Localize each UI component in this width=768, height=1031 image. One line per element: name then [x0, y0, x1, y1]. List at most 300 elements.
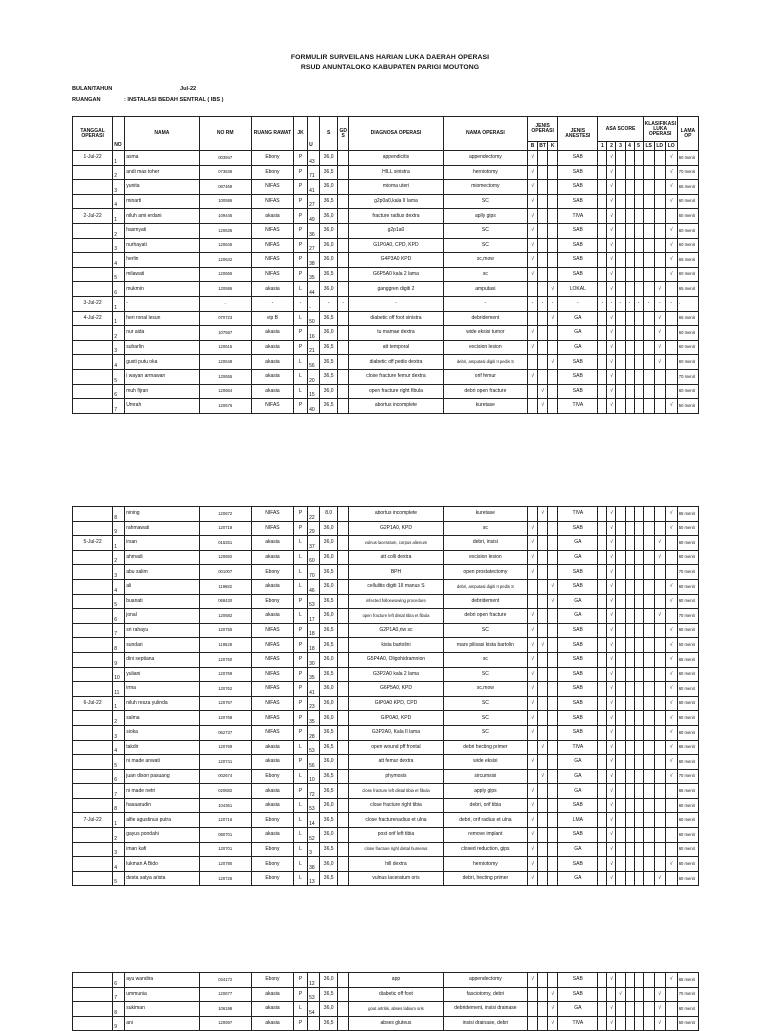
- cell-jenis-operasi: [538, 682, 548, 697]
- cell-asa: [598, 828, 607, 843]
- cell-gds: [338, 209, 349, 224]
- cell-asa: [634, 326, 643, 341]
- cell-jenis-operasi: -: [528, 296, 538, 311]
- cell-klasifikasi: √: [654, 326, 665, 341]
- cell-diagnosa: G6P5A0 kala 2 lama: [349, 267, 443, 282]
- cell-diagnosa: diabetic off foot sinistra: [349, 311, 443, 326]
- cell-suhu: 36,5: [320, 311, 338, 326]
- cell-klasifikasi: [654, 857, 665, 872]
- cell-date: [73, 521, 113, 536]
- cell-jenis-operasi: √: [528, 857, 538, 872]
- cell-umur: -: [308, 296, 320, 311]
- cell-diagnosa: abortus incomplete: [349, 507, 443, 522]
- table-row: [73, 536, 699, 551]
- cell-no: 8: [113, 1002, 125, 1017]
- cell-no-rm: 003947: [199, 151, 251, 166]
- cell-lo: √: [665, 253, 677, 268]
- cell-jenis-anestesi: SAB: [558, 725, 598, 740]
- cell-asa: [616, 784, 625, 799]
- cell-nama-operasi: sc: [443, 267, 527, 282]
- header-jo-bt: BT: [539, 142, 546, 149]
- cell-no-rm: 070723: [199, 311, 251, 326]
- cell-gds: [338, 369, 349, 384]
- table-row: [73, 326, 699, 341]
- cell-jenis-operasi: [538, 209, 548, 224]
- cell-jenis-anestesi: SAB: [558, 857, 598, 872]
- cell-diagnosa: G6P5A0, KPD: [349, 682, 443, 697]
- cell-jenis-operasi: [538, 696, 548, 711]
- cell-klasifikasi: [654, 755, 665, 770]
- cell-klasifikasi: [643, 973, 654, 988]
- cell-jenis-operasi: [538, 311, 548, 326]
- cell-klasifikasi: [643, 550, 654, 565]
- cell-klasifikasi: -: [654, 296, 665, 311]
- cell-umur: 53: [308, 740, 320, 755]
- cell-umur: 18: [308, 638, 320, 653]
- cell-umur: 53: [308, 594, 320, 609]
- cell-nama: ni made anwati: [125, 755, 199, 770]
- cell-asa: √: [607, 267, 616, 282]
- cell-nama: i wayan armawan: [125, 369, 199, 384]
- cell-no: 3: [113, 238, 125, 253]
- cell-diagnosa: G3P2A0 kala 2 lama: [349, 667, 443, 682]
- cell-jenis-operasi: √: [528, 623, 538, 638]
- cell-jenis-operasi: √: [538, 507, 548, 522]
- cell-jenis-operasi: √: [528, 165, 538, 180]
- cell-klasifikasi: [643, 507, 654, 522]
- cell-nama: suharlin: [125, 340, 199, 355]
- cell-date: [73, 769, 113, 784]
- cell-diagnosa: appendicitis: [349, 151, 443, 166]
- cell-klasifikasi: [643, 652, 654, 667]
- cell-jenis-operasi: √: [548, 355, 558, 370]
- cell-gds: [338, 550, 349, 565]
- cell-asa: √: [607, 798, 616, 813]
- cell-gds: [338, 565, 349, 580]
- cell-date: [73, 871, 113, 886]
- cell-jenis-operasi: [538, 652, 548, 667]
- cell-no-rm: 120677: [199, 987, 251, 1002]
- cell-nama-operasi: fasciotomy, debri: [443, 987, 527, 1002]
- cell-jenis-anestesi: GA: [558, 609, 598, 624]
- cell-asa: [625, 682, 634, 697]
- cell-jk: P: [294, 340, 308, 355]
- cell-jenis-operasi: √: [528, 267, 538, 282]
- cell-umur: 12: [308, 973, 320, 988]
- cell-no-rm: 080701: [199, 828, 251, 843]
- cell-asa: √: [607, 828, 616, 843]
- cell-asa: [616, 507, 625, 522]
- cell-klasifikasi: [654, 384, 665, 399]
- cell-jenis-operasi: [548, 973, 558, 988]
- cell-ruang-rawat: NIFAS: [251, 696, 293, 711]
- cell-jenis-operasi: √: [528, 842, 538, 857]
- cell-date: [73, 326, 113, 341]
- cell-gds: [338, 282, 349, 297]
- cell-asa: [616, 1002, 625, 1017]
- cell-asa: √: [607, 399, 616, 414]
- cell-jenis-operasi: [548, 536, 558, 551]
- cell-asa: [625, 238, 634, 253]
- cell-asa: [634, 267, 643, 282]
- cell-asa: [598, 784, 607, 799]
- cell-jenis-anestesi: TIVA: [558, 399, 598, 414]
- cell-no-rm: 120741: [199, 755, 251, 770]
- cell-asa: √: [607, 340, 616, 355]
- cell-lama-op: 60 menit: [677, 667, 698, 682]
- cell-ruang-rawat: NIFAS: [251, 711, 293, 726]
- period-label: BULAN/TAHUN: [72, 86, 113, 92]
- cell-jenis-operasi: [548, 725, 558, 740]
- cell-no-rm: 120767: [199, 696, 251, 711]
- cell-gds: [338, 326, 349, 341]
- cell-klasifikasi: [643, 165, 654, 180]
- header-klas-ld: LD: [654, 142, 665, 151]
- cell-umur: 54: [308, 1002, 320, 1017]
- cell-asa: [625, 536, 634, 551]
- cell-nama-operasi: SC: [443, 667, 527, 682]
- cell-klasifikasi: [643, 769, 654, 784]
- cell-asa: [625, 253, 634, 268]
- header-jk: JK: [294, 117, 308, 151]
- cell-jenis-anestesi: SAB: [558, 682, 598, 697]
- cell-jk: L: [294, 798, 308, 813]
- cell-klasifikasi: √: [654, 550, 665, 565]
- cell-klasifikasi: [654, 151, 665, 166]
- cell-asa: [625, 696, 634, 711]
- cell-no-rm: 120718: [199, 521, 251, 536]
- cell-gds: [338, 311, 349, 326]
- cell-asa: [598, 623, 607, 638]
- cell-asa: [616, 326, 625, 341]
- cell-ruang-rawat: NIFAS: [251, 725, 293, 740]
- cell-klasifikasi: [654, 253, 665, 268]
- cell-jenis-anestesi: GA: [558, 784, 598, 799]
- cell-lo: [665, 871, 677, 886]
- cell-suhu: 36,5: [320, 399, 338, 414]
- cell-asa: [634, 1002, 643, 1017]
- cell-nama-operasi: debridement: [443, 594, 527, 609]
- cell-umur: 27: [308, 238, 320, 253]
- cell-klasifikasi: [643, 536, 654, 551]
- cell-nama-operasi: sircumsisi: [443, 769, 527, 784]
- cell-jenis-operasi: [528, 987, 538, 1002]
- cell-suhu: 36,0: [320, 521, 338, 536]
- cell-nama-operasi: SC: [443, 223, 527, 238]
- cell-jenis-anestesi: SAB: [558, 223, 598, 238]
- cell-jenis-operasi: [538, 180, 548, 195]
- cell-jenis-operasi: [548, 711, 558, 726]
- cell-asa: [616, 623, 625, 638]
- table-row: [73, 725, 699, 740]
- cell-suhu: 36,5: [320, 1016, 338, 1031]
- header-jenis-operasi: JENIS OPERASI: [528, 117, 558, 142]
- cell-asa: [598, 696, 607, 711]
- cell-lama-op: 60 menit: [677, 267, 698, 282]
- cell-asa: [616, 842, 625, 857]
- cell-jenis-operasi: √: [548, 282, 558, 297]
- cell-diagnosa: kista bartolini: [349, 638, 443, 653]
- cell-lo: [665, 326, 677, 341]
- room-value: : INSTALASI BEDAH SENTRAL ( IBS ): [124, 97, 224, 103]
- cell-nama: desta satya arista: [125, 871, 199, 886]
- cell-jk: L: [294, 550, 308, 565]
- cell-asa: [598, 267, 607, 282]
- cell-klasifikasi: [654, 842, 665, 857]
- header-nama: NAMA: [125, 117, 199, 151]
- cell-jenis-operasi: [538, 828, 548, 843]
- cell-ruang-rawat: akasia: [251, 784, 293, 799]
- cell-nama: hasaarudin: [125, 798, 199, 813]
- cell-jenis-operasi: -: [548, 296, 558, 311]
- cell-lo: √: [665, 667, 677, 682]
- cell-asa: [634, 857, 643, 872]
- cell-gds: [338, 223, 349, 238]
- cell-nama-operasi: SC: [443, 725, 527, 740]
- cell-lo: [665, 384, 677, 399]
- header-s: S: [320, 117, 338, 151]
- cell-date: [73, 238, 113, 253]
- cell-asa: [598, 725, 607, 740]
- header-jo-b: B: [528, 142, 538, 151]
- cell-gds: -: [338, 296, 349, 311]
- cell-lama-op: 60 menit: [677, 798, 698, 813]
- cell-jenis-operasi: [528, 1002, 538, 1017]
- cell-asa: [625, 857, 634, 872]
- header-ruang: RUANG RAWAT: [251, 117, 293, 151]
- cell-nama: juan dison pasuang: [125, 769, 199, 784]
- cell-nama: sukiman: [125, 1002, 199, 1017]
- cell-nama: muh fijran: [125, 384, 199, 399]
- cell-umur: 50: [308, 311, 320, 326]
- cell-jenis-operasi: √: [528, 326, 538, 341]
- cell-jenis-anestesi: TIVA: [558, 1016, 598, 1031]
- cell-lo: [665, 209, 677, 224]
- cell-nama: ali: [125, 579, 199, 594]
- table-row: [73, 609, 699, 624]
- cell-jenis-operasi: [538, 798, 548, 813]
- cell-jenis-anestesi: SAB: [558, 521, 598, 536]
- cell-nama-operasi: sc,mow: [443, 682, 527, 697]
- cell-asa: [598, 973, 607, 988]
- cell-jenis-operasi: [528, 384, 538, 399]
- cell-jenis-operasi: [548, 399, 558, 414]
- cell-lo: [665, 842, 677, 857]
- cell-diagnosa: cellulitis digiti 1II manus S: [349, 579, 443, 594]
- cell-gds: [338, 973, 349, 988]
- cell-no-rm: 034172: [199, 973, 251, 988]
- cell-date: [73, 609, 113, 624]
- cell-klasifikasi: [643, 813, 654, 828]
- table-row: [73, 769, 699, 784]
- cell-asa: [616, 521, 625, 536]
- cell-asa: √: [607, 740, 616, 755]
- cell-lo: √: [665, 223, 677, 238]
- cell-jenis-anestesi: SAB: [558, 565, 598, 580]
- cell-jenis-operasi: √: [528, 638, 538, 653]
- cell-suhu: 36,0: [320, 711, 338, 726]
- cell-diagnosa: att colli dextra: [349, 550, 443, 565]
- cell-jenis-operasi: [548, 755, 558, 770]
- cell-jenis-operasi: √: [528, 238, 538, 253]
- cell-nama: asma: [125, 151, 199, 166]
- cell-no-rm: 120672: [199, 507, 251, 522]
- cell-umur: 18: [308, 623, 320, 638]
- cell-no-rm: 120655: [199, 369, 251, 384]
- cell-diagnosa: close fracture right distal humerus: [349, 842, 443, 857]
- table-row: [73, 871, 699, 886]
- cell-no: 4: [113, 355, 125, 370]
- cell-jenis-operasi: [548, 784, 558, 799]
- cell-jenis-operasi: [528, 355, 538, 370]
- cell-jenis-anestesi: SAB: [558, 151, 598, 166]
- cell-asa: √: [607, 638, 616, 653]
- cell-gds: [338, 652, 349, 667]
- cell-jenis-operasi: [548, 165, 558, 180]
- cell-asa: [598, 565, 607, 580]
- cell-suhu: 36,0: [320, 973, 338, 988]
- cell-asa: [616, 267, 625, 282]
- cell-nama: yunita: [125, 180, 199, 195]
- cell-lama-op: 60 menit: [677, 842, 698, 857]
- cell-asa: [634, 609, 643, 624]
- cell-umur: 23: [308, 696, 320, 711]
- cell-jenis-anestesi: SAB: [558, 384, 598, 399]
- cell-ruang-rawat: akasia: [251, 1002, 293, 1017]
- cell-ruang-rawat: NIFAS: [251, 521, 293, 536]
- cell-no: 7: [113, 399, 125, 414]
- cell-no: 1: [113, 536, 125, 551]
- cell-suhu: 36,0: [320, 1002, 338, 1017]
- cell-lama-op: 60 menit: [677, 238, 698, 253]
- cell-suhu: 36,0: [320, 682, 338, 697]
- cell-asa: [625, 399, 634, 414]
- cell-lo: [665, 1002, 677, 1017]
- cell-asa: [616, 369, 625, 384]
- cell-asa: [598, 209, 607, 224]
- cell-asa: √: [607, 223, 616, 238]
- cell-date: [73, 711, 113, 726]
- cell-jenis-operasi: √: [528, 369, 538, 384]
- cell-jenis-operasi: [548, 384, 558, 399]
- cell-jk: P: [294, 1016, 308, 1031]
- cell-date: [73, 755, 113, 770]
- cell-lo: -: [665, 296, 677, 311]
- cell-asa: √: [607, 384, 616, 399]
- cell-suhu: 36,0: [320, 652, 338, 667]
- cell-no-rm: 120762: [199, 682, 251, 697]
- cell-date: [73, 725, 113, 740]
- cell-suhu: 36,0: [320, 282, 338, 297]
- cell-asa: √: [607, 326, 616, 341]
- cell-klasifikasi: [643, 667, 654, 682]
- cell-diagnosa: close fracture femur dextra: [349, 369, 443, 384]
- cell-jenis-operasi: [538, 223, 548, 238]
- cell-asa: [625, 326, 634, 341]
- cell-asa: [616, 682, 625, 697]
- cell-lo: √: [665, 769, 677, 784]
- cell-jenis-anestesi: SAB: [558, 623, 598, 638]
- cell-asa: [598, 798, 607, 813]
- cell-no: 8: [113, 638, 125, 653]
- cell-asa: [634, 209, 643, 224]
- cell-no-rm: 120595: [199, 282, 251, 297]
- cell-gds: [338, 623, 349, 638]
- cell-suhu: 36,5: [320, 565, 338, 580]
- cell-asa: [625, 798, 634, 813]
- cell-umur: 27: [308, 194, 320, 209]
- cell-gds: [338, 194, 349, 209]
- cell-lo: [665, 798, 677, 813]
- cell-gds: [338, 399, 349, 414]
- cell-ruang-rawat: akasia: [251, 828, 293, 843]
- cell-asa: √: [607, 857, 616, 872]
- cell-asa: [634, 667, 643, 682]
- cell-jk: P: [294, 209, 308, 224]
- header-no-rm: NO RM: [199, 117, 251, 151]
- cell-jk: L: [294, 842, 308, 857]
- cell-date: [73, 579, 113, 594]
- cell-gds: [338, 355, 349, 370]
- cell-lama-op: 60 menit: [677, 536, 698, 551]
- table-row: [73, 755, 699, 770]
- cell-asa: √: [607, 579, 616, 594]
- cell-jenis-anestesi: GA: [558, 842, 598, 857]
- cell-klasifikasi: [643, 326, 654, 341]
- cell-asa: [598, 536, 607, 551]
- cell-suhu: 36,5: [320, 340, 338, 355]
- cell-asa: [598, 871, 607, 886]
- cell-nama-operasi: herniotomy: [443, 857, 527, 872]
- cell-diagnosa: close fracture left distal tibia et fibula: [349, 784, 443, 799]
- cell-asa: [598, 521, 607, 536]
- cell-jenis-operasi: [538, 623, 548, 638]
- cell-asa: [616, 871, 625, 886]
- cell-suhu: 36,5: [320, 369, 338, 384]
- cell-suhu: 36,5: [320, 725, 338, 740]
- cell-klasifikasi: [643, 755, 654, 770]
- cell-no-rm: 106198: [199, 1002, 251, 1017]
- cell-lama-op: 60 menit: [677, 326, 698, 341]
- cell-asa: [616, 399, 625, 414]
- cell-jk: L: [294, 740, 308, 755]
- cell-lo: √: [665, 507, 677, 522]
- cell-klasifikasi: [654, 579, 665, 594]
- cell-klasifikasi: [643, 253, 654, 268]
- cell-suhu: 36,5: [320, 987, 338, 1002]
- cell-jenis-operasi: √: [528, 667, 538, 682]
- cell-nama: alfie agustinus putra: [125, 813, 199, 828]
- cell-no: 5: [113, 755, 125, 770]
- cell-diagnosa: g2p1a0: [349, 223, 443, 238]
- cell-jenis-operasi: [528, 740, 538, 755]
- cell-klasifikasi: [643, 594, 654, 609]
- cell-jenis-operasi: [528, 769, 538, 784]
- cell-jenis-operasi: [538, 711, 548, 726]
- cell-asa: [598, 842, 607, 857]
- cell-date: [73, 667, 113, 682]
- cell-asa: [625, 987, 634, 1002]
- cell-jenis-operasi: [528, 282, 538, 297]
- cell-date: [73, 253, 113, 268]
- cell-no-rm: 120645: [199, 238, 251, 253]
- cell-no: 1: [113, 311, 125, 326]
- cell-jenis-anestesi: SAB: [558, 238, 598, 253]
- cell-date: [73, 180, 113, 195]
- cell-no-rm: 120642: [199, 253, 251, 268]
- table-row: [73, 209, 699, 224]
- cell-suhu: 36,0: [320, 798, 338, 813]
